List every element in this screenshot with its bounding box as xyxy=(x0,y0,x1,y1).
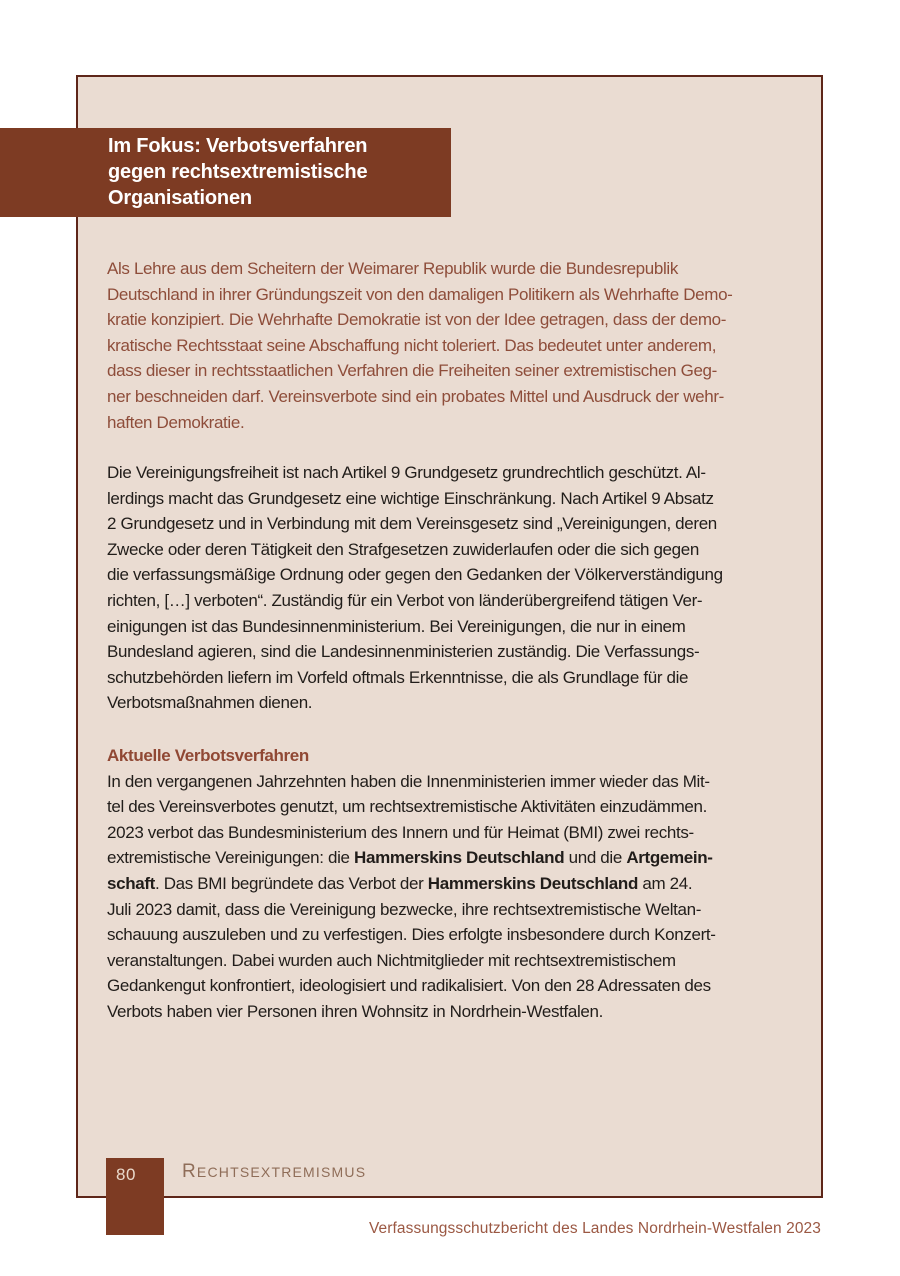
chapter-label xyxy=(182,1161,366,1183)
text-line: 2023 verbot das Bundesministerium des Innern und für Heimat (BMI) zwei rechts- xyxy=(107,822,694,842)
text-segment: am 24. xyxy=(637,873,693,893)
current-proceedings-section xyxy=(107,743,819,1025)
page-number: 80 xyxy=(116,1165,136,1184)
text-line: die verfassungsmäßige Ordnung oder gegen den Gedanken der Völkerverständigung xyxy=(107,565,723,585)
text-line: dass dieser in rechtsstaatlichen Verfahren die Freiheiten seiner extremistischen Geg- xyxy=(107,361,717,381)
intro-paragraph xyxy=(107,256,819,435)
text-segment: extremistische Vereinigungen: die xyxy=(107,848,355,868)
chapter-label-rest: ECHTSEXTREMISMUS xyxy=(196,1164,367,1180)
focus-title-line: Im Fokus: Verbotsverfahren xyxy=(108,135,368,157)
report-title: Verfassungsschutzbericht des Landes Nordrhein-Westfalen 2023 xyxy=(368,1220,821,1237)
text-line: tel des Vereinsverbotes genutzt, um rechtsextremistische Aktivitäten einzudämmen. xyxy=(107,797,708,817)
org-name-bold: schaft xyxy=(107,873,155,893)
text-line: veranstaltungen. Dabei wurden auch Nichtmitglieder mit rechtsextremistischem xyxy=(107,950,676,970)
focus-title-line: Organisationen xyxy=(108,187,252,209)
text-line: Juli 2023 damit, dass die Vereinigung bezwecke, ihre rechtsextremistische Weltan- xyxy=(107,899,702,919)
text-line: Deutschland in ihrer Gründungszeit von den damaligen Politikern als Wehrhafte Demo- xyxy=(107,284,733,304)
text-line xyxy=(107,871,819,897)
focus-title-line: gegen rechtsextremistische xyxy=(108,161,368,183)
text-line: schauung auszuleben und zu verfestigen. Dies erfolgte insbesondere durch Konzert- xyxy=(107,925,716,945)
text-line: einigungen ist das Bundesinnenministerium. Bei Vereinigungen, die nur in einem xyxy=(107,616,686,636)
page-number-tab xyxy=(106,1158,164,1235)
legal-basis-paragraph xyxy=(107,460,819,716)
text-line: richten, […] verboten“. Zuständig für ein Verbot von länderübergreifend tätigen Ver- xyxy=(107,590,703,610)
org-name-bold: Hammerskins Deutschland xyxy=(427,873,638,893)
text-line: Bundesland agieren, sind die Landesinnenministerien zuständig. Die Verfassungs- xyxy=(107,642,700,662)
text-line: 2 Grundgesetz und in Verbindung mit dem Vereinsgesetz sind „Vereinigungen, deren xyxy=(107,514,717,534)
text-line: lerdings macht das Grundgesetz eine wichtige Einschränkung. Nach Artikel 9 Absatz xyxy=(107,488,714,508)
text-line: ner beschneiden darf. Vereinsverbote sind ein probates Mittel und Ausdruck der wehr- xyxy=(107,386,724,406)
text-line: Verbots haben vier Personen ihren Wohnsitz in Nordrhein-Westfalen. xyxy=(107,1001,603,1021)
text-line: Als Lehre aus dem Scheitern der Weimarer Republik wurde die Bundesrepublik xyxy=(107,259,678,278)
text-line xyxy=(107,845,819,871)
text-line: Zwecke oder deren Tätigkeit den Strafgesetzen zuwiderlaufen oder die sich gegen xyxy=(107,539,699,559)
text-line: Die Vereinigungsfreiheit ist nach Artikel 9 Grundgesetz grundrechtlich geschützt. Al- xyxy=(107,463,706,482)
text-line: kratische Rechtsstaat seine Abschaffung nicht toleriert. Das bedeutet unter anderem, xyxy=(107,335,717,355)
org-name-bold: Hammerskins Deutschland xyxy=(354,848,565,868)
text-line: haften Demokratie. xyxy=(107,412,245,432)
text-line: In den vergangenen Jahrzehnten haben die Innenministerien immer wieder das Mit- xyxy=(107,771,710,791)
text-segment: und die xyxy=(564,848,627,868)
chapter-label-initial: R xyxy=(182,1161,197,1182)
text-segment: . Das BMI begründete das Verbot der xyxy=(154,873,428,893)
text-line: kratie konzipiert. Die Wehrhafte Demokratie ist von der Idee getragen, dass der demo- xyxy=(107,310,727,330)
text-line: Gedankengut konfrontiert, ideologisiert und radikalisiert. Von den 28 Adressaten des xyxy=(107,976,711,996)
org-name-bold: Artgemein- xyxy=(626,848,713,868)
text-line: schutzbehörden liefern im Vorfeld oftmals Erkenntnisse, die als Grundlage für die xyxy=(107,667,689,687)
section-heading: Aktuelle Verbotsverfahren xyxy=(107,746,309,765)
text-line: Verbotsmaßnahmen dienen. xyxy=(107,693,313,713)
focus-title-band xyxy=(0,128,451,217)
